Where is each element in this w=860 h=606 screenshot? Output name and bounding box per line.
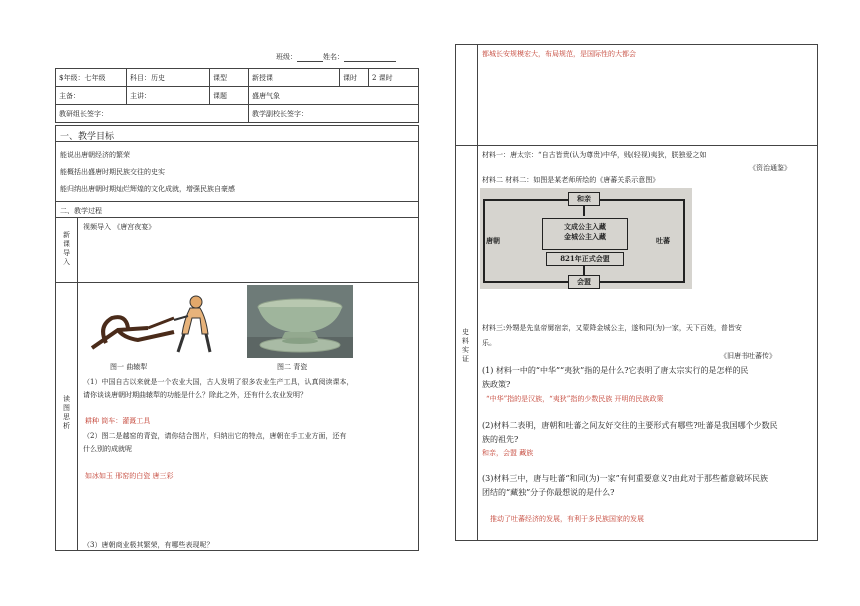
eq1-line: (1) 材料一中的“中华”“夷狄”指的是什么?它表明了唐太宗实行的是怎样的民 bbox=[482, 366, 749, 375]
diagram-item: 文成公主入藏 bbox=[564, 222, 606, 231]
eq2-line: (2)材料二表明，唐朝和吐蕃之间友好交往的主要形式有哪些?吐蕃是我国哪个少数民 bbox=[482, 421, 778, 430]
material1: 材料一：唐太宗：“自古皆贵(认为尊贵)中华，贱(轻视)夷狄，朕独爱之如 bbox=[482, 151, 707, 159]
evidence-side-label: 史 料 实 证 bbox=[462, 328, 469, 363]
q2-answer: 如冰如玉 邢窑的白瓷 唐三彩 bbox=[85, 472, 174, 480]
divider bbox=[77, 217, 78, 551]
right-page-box bbox=[455, 44, 818, 541]
diagram-bottom-box: 会盟 bbox=[568, 275, 600, 289]
class-name-line: 班级： 姓名： bbox=[276, 52, 396, 62]
diagram-top-box: 和亲 bbox=[568, 192, 600, 206]
eq3-answer: 推动了吐蕃经济的发展，有利于多民族国家的发展 bbox=[490, 515, 644, 523]
diagram-right-label: 吐蕃 bbox=[656, 236, 670, 245]
eq3-line: (3)材料三中，唐与吐蕃“和同(为)一家”有何重要意义?由此对于那些蓄意破坏民族 bbox=[482, 474, 769, 483]
eq2-line: 族的祖先? bbox=[482, 435, 519, 444]
divider bbox=[455, 145, 818, 146]
diagram-treaty-box: 821年正式会盟 bbox=[546, 252, 624, 266]
diagram-left-label: 唐朝 bbox=[486, 236, 500, 245]
teaching-process-box bbox=[55, 201, 419, 551]
intro-text: 视频导入 《唐宫夜宴》 bbox=[83, 223, 156, 231]
q2-line: 什么别的成就呢 bbox=[83, 445, 132, 453]
topic-label: 课题 bbox=[210, 87, 249, 105]
subject-cell: 科目：历史 bbox=[127, 69, 210, 87]
periods-value: 2 课时 bbox=[369, 69, 419, 87]
relations-diagram bbox=[480, 188, 692, 289]
lesson-type-label: 课型 bbox=[210, 69, 249, 87]
eq1-line: 族政策? bbox=[482, 380, 511, 389]
goal-item: 能归纳出唐朝时期灿烂辉煌的文化成就，增强民族自豪感 bbox=[60, 185, 235, 193]
material2: 材料二 材料二：如图是某老师所绘的《唐蕃关系示意图》 bbox=[482, 176, 660, 184]
celadon-bowl-image bbox=[247, 285, 353, 358]
group-leader-sign: 教研组长签字： bbox=[56, 105, 249, 123]
topic-value: 盛唐气象 bbox=[249, 87, 419, 105]
diagram-center-box bbox=[542, 218, 628, 250]
eq3-line: 团结的“藏独”分子你最想说的是什么? bbox=[482, 488, 615, 497]
material3-line: 材料三:外甥是先皇帝舅宿亲，又蒙降金城公主，遂和同(为)一家，天下百姓，普皆安 bbox=[482, 324, 742, 332]
read-side-label: 读 图 思 析 bbox=[63, 395, 70, 430]
q1-line: （1）中国自古以来就是一个农业大国，古人发明了很多农业生产工具，认真阅读课本， bbox=[83, 378, 354, 386]
curved-plow-image bbox=[88, 288, 216, 356]
header-table bbox=[55, 68, 419, 123]
eq1-answer: “中华”指的是汉族，“夷狄”指的少数民族 开明的民族政策 bbox=[486, 395, 664, 403]
lesson-type-value: 新授课 bbox=[249, 69, 340, 87]
principal-sign: 教学副校长签字： bbox=[249, 105, 419, 123]
lecturer-cell: 主讲： bbox=[127, 87, 210, 105]
diagram-item: 金城公主入藏 bbox=[564, 232, 606, 241]
divider bbox=[55, 217, 419, 218]
material3-line: 乐。 bbox=[482, 339, 496, 347]
name-blank[interactable] bbox=[344, 54, 396, 62]
prep-cell: 主备： bbox=[56, 87, 127, 105]
divider bbox=[55, 282, 419, 283]
intro-side-label: 新 课 导 入 bbox=[63, 231, 70, 266]
q3-line: （3）唐朝商业极其繁荣，有哪些表现呢？ bbox=[83, 541, 214, 549]
grade-cell: $年级：七年级 bbox=[56, 69, 127, 87]
section2-title: 二、教学过程 bbox=[60, 207, 102, 215]
periods-label: 课时 bbox=[340, 69, 369, 87]
fig2-caption: 图二 青瓷 bbox=[277, 363, 308, 371]
q2-line: （2）图二是越窑的青瓷，请你结合图片，归纳出它的特点，唐朝在手工业方面，还有 bbox=[83, 432, 347, 440]
commerce-answer: 都城长安规模宏大，布局规范，是国际性的大都会 bbox=[482, 50, 636, 58]
material3-source: 《旧唐书吐蕃传》 bbox=[720, 352, 776, 360]
goal-item: 能概括出盛唐时期民族交往的史实 bbox=[60, 168, 165, 176]
q1-answer: 耕种 筒车：灌溉工具 bbox=[85, 417, 151, 425]
eq2-answer: 和亲，会盟 藏族 bbox=[482, 449, 534, 457]
section1-title: 一、教学目标 bbox=[60, 132, 115, 142]
q1-line: 请你谈谈唐朝时期曲辕犁的功能是什么？除此之外，还有什么农业发明？ bbox=[83, 391, 307, 399]
divider bbox=[477, 44, 478, 541]
class-blank[interactable] bbox=[297, 54, 323, 62]
goal-item: 能说出唐朝经济的繁荣 bbox=[60, 151, 130, 159]
fig1-caption: 图一 曲辕犁 bbox=[110, 363, 148, 371]
material1-source: 《资治通鉴》 bbox=[749, 164, 791, 172]
